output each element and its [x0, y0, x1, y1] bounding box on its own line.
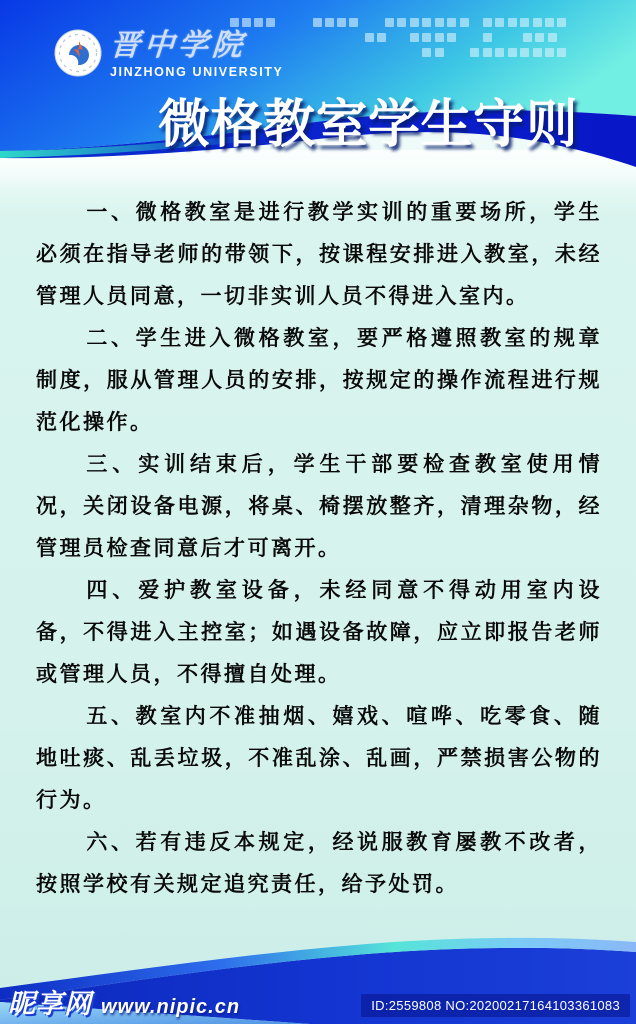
decor-square [520, 48, 529, 57]
decor-square [483, 18, 492, 27]
decor-square [230, 18, 239, 27]
decor-square [337, 18, 346, 27]
decor-square [242, 18, 251, 27]
rules-list [36, 192, 602, 906]
watermark-site-name: 昵享网 [8, 989, 92, 1019]
watermark-url: www.nipic.cn [101, 996, 241, 1018]
university-name-en: JINZHONG UNIVERSITY [110, 65, 284, 79]
decor-square [422, 18, 431, 27]
decor-square [508, 18, 517, 27]
decor-square [313, 18, 322, 27]
decor-square [410, 18, 419, 27]
decor-square [495, 18, 504, 27]
decor-square [435, 33, 444, 42]
decor-square [557, 48, 566, 57]
decor-square [520, 18, 529, 27]
rule-paragraph: 五、教室内不准抽烟、嬉戏、喧哗、吃零食、随地吐痰、乱丢垃圾，不准乱涂、乱画，严禁损害公物的行为。 [36, 705, 602, 812]
decor-square [533, 18, 542, 27]
decor-square [535, 33, 544, 42]
rule-paragraph: 四、爱护教室设备，未经同意不得动用室内设备，不得进入主控室；如遇设备故障，应立即报告老师或管理人员，不得擅自处理。 [36, 579, 602, 686]
decor-square [385, 18, 394, 27]
university-name-cn: 晋中学院 [108, 28, 248, 63]
decor-square [365, 33, 374, 42]
decor-square [422, 33, 431, 42]
decor-square [254, 18, 263, 27]
rule-paragraph: 三、实训结束后，学生干部要检查教室使用情况，关闭设备电源，将桌、椅摆放整齐，清理杂物，经管理员检查同意后才可离开。 [36, 453, 602, 560]
rule-paragraph: 六、若有违反本规定，经说服教育屡教不改者，按照学校有关规定追究责任，给予处罚。 [36, 831, 602, 896]
image-id-label: ID:2559808 NO:20200217164103361083 [361, 994, 630, 1017]
decor-square [508, 48, 517, 57]
rule-paragraph: 二、学生进入微格教室，要严格遵照教室的规章制度，服从管理人员的安排，按规定的操作流程进行规范化操作。 [36, 327, 602, 434]
decor-square [377, 33, 386, 42]
decor-square [397, 18, 406, 27]
watermark [8, 982, 240, 1021]
decor-square [470, 48, 479, 57]
logo-text-block [110, 29, 283, 79]
decor-square [349, 18, 358, 27]
decor-square [422, 48, 431, 57]
decor-square [266, 18, 275, 27]
decor-square [533, 48, 542, 57]
decor-square [545, 48, 554, 57]
decor-square [545, 18, 554, 27]
decor-square [325, 18, 334, 27]
decor-square [435, 18, 444, 27]
decor-square [483, 33, 492, 42]
decor-square [523, 33, 532, 42]
university-seal-icon [54, 29, 102, 77]
decor-square [495, 48, 504, 57]
decor-square [483, 48, 492, 57]
decor-square [548, 33, 557, 42]
university-logo [54, 29, 283, 79]
decor-square [460, 18, 469, 27]
decor-square [557, 18, 566, 27]
decor-square [447, 33, 456, 42]
decor-square [435, 48, 444, 57]
rule-paragraph: 一、微格教室是进行教学实训的重要场所，学生必须在指导老师的带领下，按课程安排进入教室，未经管理人员同意，一切非实训人员不得进入室内。 [36, 201, 602, 308]
decor-square [447, 18, 456, 27]
decor-square [410, 33, 419, 42]
poster-title: 微格教室学生守则 [158, 96, 579, 154]
